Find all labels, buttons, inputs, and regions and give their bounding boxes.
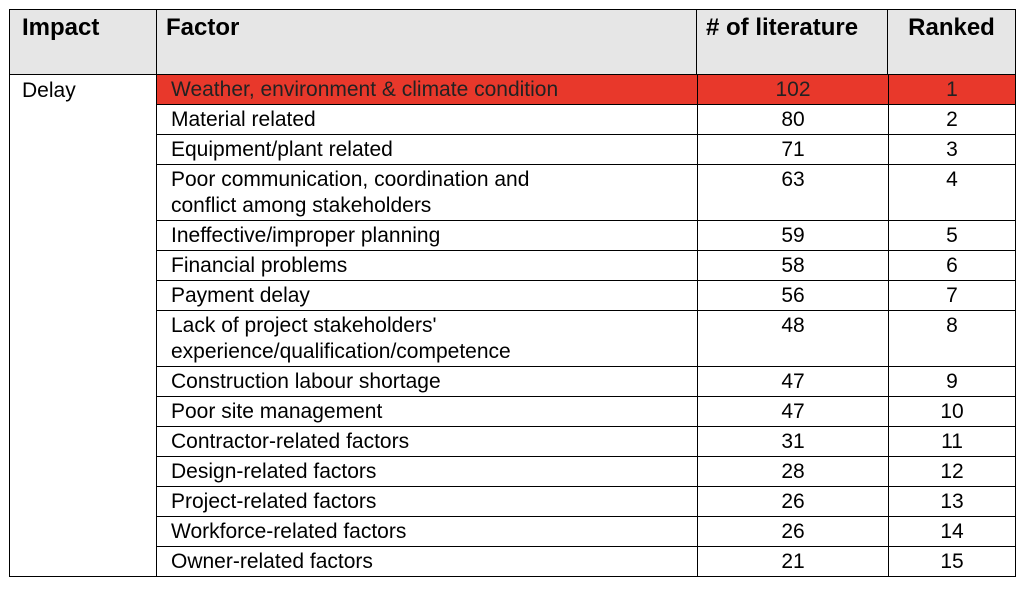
literature-count-cell: 47 — [697, 397, 888, 426]
table-row — [157, 281, 1015, 311]
factor-cell: Workforce-related factors — [171, 520, 407, 543]
table-row — [157, 251, 1015, 281]
table-row — [157, 367, 1015, 397]
literature-count-cell: 48 — [697, 311, 888, 366]
header-factor: Factor — [156, 10, 696, 74]
rank-cell: 3 — [888, 135, 1015, 164]
rank-cell: 2 — [888, 105, 1015, 134]
rank-cell: 12 — [888, 457, 1015, 486]
table-header — [10, 10, 1015, 75]
rank-cell: 7 — [888, 281, 1015, 310]
table-body — [10, 75, 1015, 576]
literature-count-cell: 21 — [697, 547, 888, 576]
factor-cell: Construction labour shortage — [171, 370, 441, 393]
factor-cell: Equipment/plant related — [171, 138, 393, 161]
table-row — [157, 75, 1015, 105]
rank-cell: 14 — [888, 517, 1015, 546]
factor-cell: Project-related factors — [171, 490, 377, 513]
rank-cell: 13 — [888, 487, 1015, 516]
literature-count-cell: 28 — [697, 457, 888, 486]
literature-count-cell: 80 — [697, 105, 888, 134]
literature-count-cell: 56 — [697, 281, 888, 310]
rank-cell: 9 — [888, 367, 1015, 396]
literature-count-cell: 58 — [697, 251, 888, 280]
literature-count-cell: 26 — [697, 517, 888, 546]
table-row — [157, 547, 1015, 576]
rank-cell: 8 — [888, 311, 1015, 366]
table-row — [157, 427, 1015, 457]
table-row — [157, 221, 1015, 251]
factor-cell: Financial problems — [171, 254, 348, 277]
rank-cell: 6 — [888, 251, 1015, 280]
table-row — [157, 135, 1015, 165]
literature-count-cell: 71 — [697, 135, 888, 164]
factor-cell: Poor site management — [171, 400, 383, 423]
literature-count-cell: 59 — [697, 221, 888, 250]
literature-count-cell: 26 — [697, 487, 888, 516]
header-impact: Impact — [22, 14, 100, 41]
rank-cell: 15 — [888, 547, 1015, 576]
literature-count-cell: 63 — [697, 165, 888, 220]
rank-cell: 10 — [888, 397, 1015, 426]
factor-cell: Owner-related factors — [171, 550, 373, 573]
impact-cell: Delay — [22, 79, 76, 102]
factor-cell: Weather, environment & climate condition — [171, 78, 559, 101]
factor-rows — [156, 75, 1015, 576]
table-row — [157, 165, 1015, 221]
factor-cell: Ineffective/improper planning — [171, 224, 441, 247]
factors-table — [9, 9, 1016, 577]
header-literature: # of literature — [696, 10, 887, 74]
table-row — [157, 457, 1015, 487]
factor-cell: Design-related factors — [171, 460, 377, 483]
header-ranked: Ranked — [887, 10, 1015, 74]
rank-cell: 11 — [888, 427, 1015, 456]
rank-cell: 1 — [888, 75, 1015, 104]
table-row — [157, 105, 1015, 135]
table-row — [157, 397, 1015, 427]
rank-cell: 5 — [888, 221, 1015, 250]
factor-cell: Contractor-related factors — [171, 430, 410, 453]
rank-cell: 4 — [888, 165, 1015, 220]
table-row — [157, 311, 1015, 367]
factor-cell: Payment delay — [171, 284, 310, 307]
literature-count-cell: 31 — [697, 427, 888, 456]
factor-cell: Material related — [171, 108, 316, 131]
factor-cell: Lack of project stakeholders' experience/qualification/competence — [171, 314, 511, 363]
literature-count-cell: 102 — [697, 75, 888, 104]
literature-count-cell: 47 — [697, 367, 888, 396]
table-row — [157, 517, 1015, 547]
table-row — [157, 487, 1015, 517]
factor-cell: Poor communication, coordination and conflict among stakeholders — [171, 168, 530, 217]
